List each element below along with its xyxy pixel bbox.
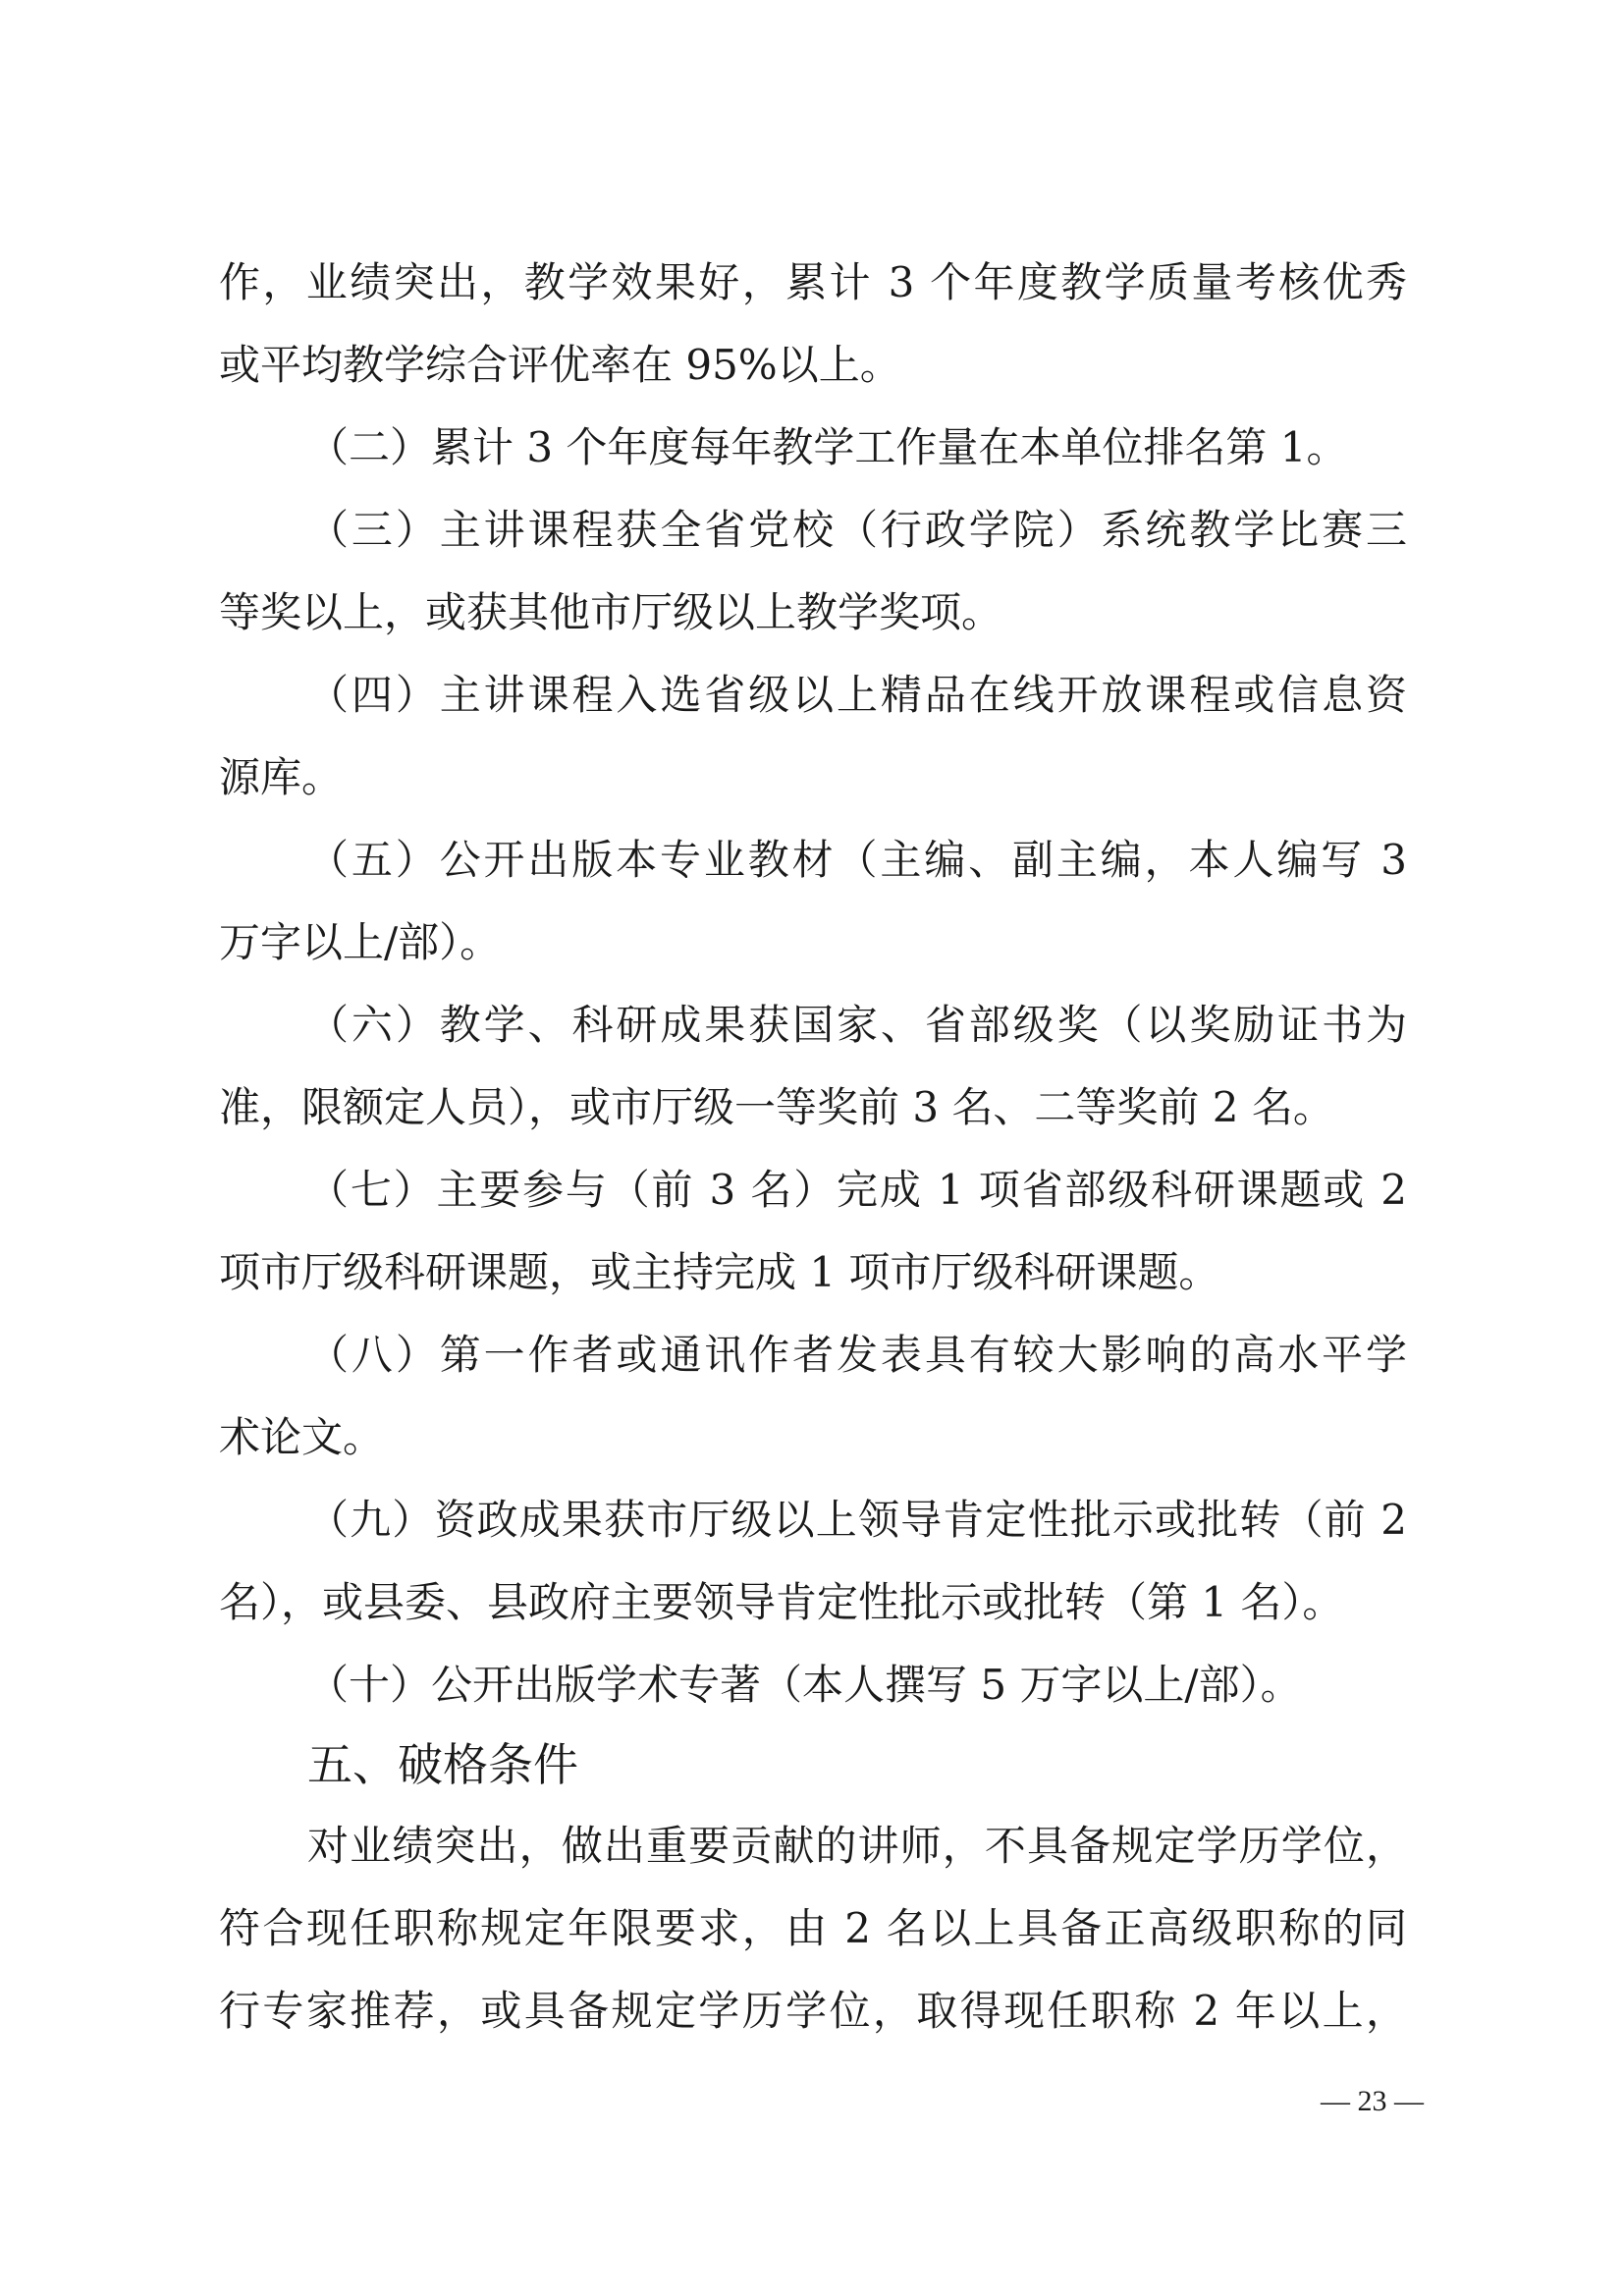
paragraph-line: （二）累计 3 个年度每年教学工作量在本单位排名第 1。 — [307, 423, 1348, 471]
paragraph-line: 等奖以上，或获其他市厅级以上教学奖项。 — [219, 588, 1003, 636]
paragraph-line: 源库。 — [219, 753, 344, 801]
paragraph-line: （五）公开出版本专业教材（主编、副主编，本人编写 3 — [307, 836, 1407, 884]
paragraph-line: 行专家推荐，或具备规定学历学位，取得现任职称 2 年以上， — [219, 1987, 1407, 2035]
paragraph-line: （九）资政成果获市厅级以上领导肯定性批示或批转（前 2 — [307, 1496, 1407, 1544]
paragraph-line: 名），或县委、县政府主要领导肯定性批示或批转（第 1 名）。 — [219, 1578, 1344, 1626]
paragraph-line: （八）第一作者或通讯作者发表具有较大影响的高水平学 — [307, 1331, 1407, 1379]
paragraph-line: 符合现任职称规定年限要求，由 2 名以上具备正高级职称的同 — [219, 1904, 1407, 1952]
paragraph-line: （十）公开出版学术专著（本人撰写 5 万字以上/部）。 — [307, 1661, 1302, 1709]
paragraph-line: 准，限额定人员），或市厅级一等奖前 3 名、二等奖前 2 名。 — [219, 1083, 1334, 1131]
paragraph-line: 对业绩突出，做出重要贡献的讲师，不具备规定学历学位， — [307, 1822, 1407, 1870]
paragraph-line: 术论文。 — [219, 1413, 385, 1461]
paragraph-line: （三）主讲课程获全省党校（行政学院）系统教学比赛三 — [307, 506, 1407, 554]
paragraph-line: （七）主要参与（前 3 名）完成 1 项省部级科研课题或 2 — [307, 1166, 1407, 1214]
paragraph-line: （六）教学、科研成果获国家、省部级奖（以奖励证书为 — [307, 1001, 1407, 1049]
paragraph-line: 项市厅级科研课题，或主持完成 1 项市厅级科研课题。 — [219, 1248, 1220, 1296]
paragraph-line: 作，业绩突出，教学效果好，累计 3 个年度教学质量考核优秀 — [219, 258, 1407, 306]
paragraph-line: 或平均教学综合评优率在 95%以上。 — [219, 341, 901, 389]
section-heading: 五、破格条件 — [307, 1738, 578, 1791]
page-number: — 23 — — [1321, 2085, 1424, 2117]
paragraph-line: 万字以上/部）。 — [219, 918, 502, 966]
paragraph-line: （四）主讲课程入选省级以上精品在线开放课程或信息资 — [307, 671, 1407, 719]
